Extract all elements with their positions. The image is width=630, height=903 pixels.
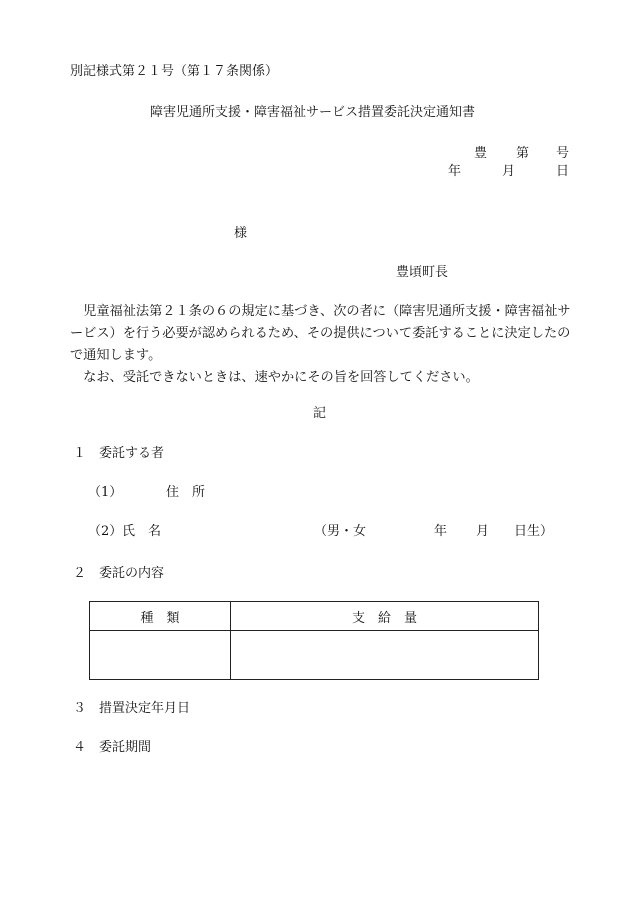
table-cell-type bbox=[90, 631, 231, 680]
ki-heading: 記 bbox=[313, 406, 327, 421]
section-1-number: １ bbox=[73, 446, 87, 461]
item-2-label: 氏 名 bbox=[122, 524, 162, 539]
section-3-label: 措置決定年月日 bbox=[99, 701, 191, 716]
section-4-label: 委託期間 bbox=[99, 740, 152, 755]
item-2-month: 月 bbox=[476, 524, 490, 539]
date-day: 日 bbox=[556, 164, 570, 179]
item-1-number: （1） bbox=[88, 485, 123, 500]
date-month: 月 bbox=[502, 164, 516, 179]
item-1-label: 住 所 bbox=[166, 485, 206, 500]
section-1-label: 委託する者 bbox=[99, 446, 165, 461]
section-4-number: ４ bbox=[73, 740, 87, 755]
table-header-row bbox=[90, 602, 539, 631]
doc-no-go: 号 bbox=[556, 146, 570, 161]
section-2-number: ２ bbox=[73, 566, 87, 581]
addressee-suffix: 様 bbox=[234, 226, 248, 241]
section-3-number: ３ bbox=[73, 701, 87, 716]
item-2-year: 年 bbox=[434, 524, 448, 539]
body-paragraph: 児童福祉法第２１条の６の規定に基づき、次の者に（障害児通所支援・障害福祉サービス）を行う必要が認められるため、その提供について委託することに決定したので通知します。 bbox=[70, 304, 571, 363]
document-title: 障害児通所支援・障害福祉サービス措置委託決定通知書 bbox=[150, 105, 476, 120]
date-year: 年 bbox=[448, 164, 462, 179]
item-2-number: （2） bbox=[88, 524, 123, 539]
table-cell-amount bbox=[231, 631, 539, 680]
table-header-type: 種 類 bbox=[90, 602, 231, 631]
issuer-name: 豊頃町長 bbox=[396, 265, 449, 280]
doc-no-dai: 第 bbox=[516, 146, 530, 161]
item-2-detail: （男・女 bbox=[314, 524, 367, 539]
table-header-amount: 支 給 量 bbox=[231, 602, 539, 631]
section-2-label: 委託の内容 bbox=[99, 566, 165, 581]
table-row bbox=[90, 631, 539, 680]
doc-no-ho: 豊 bbox=[474, 146, 488, 161]
item-2-day: 日生） bbox=[514, 524, 554, 539]
content-table bbox=[89, 601, 539, 680]
form-number: 別記様式第２１号（第１７条関係） bbox=[70, 64, 279, 79]
body-paragraph-2: なお、受託できないときは、速やかにその旨を回答してください。 bbox=[70, 370, 479, 385]
